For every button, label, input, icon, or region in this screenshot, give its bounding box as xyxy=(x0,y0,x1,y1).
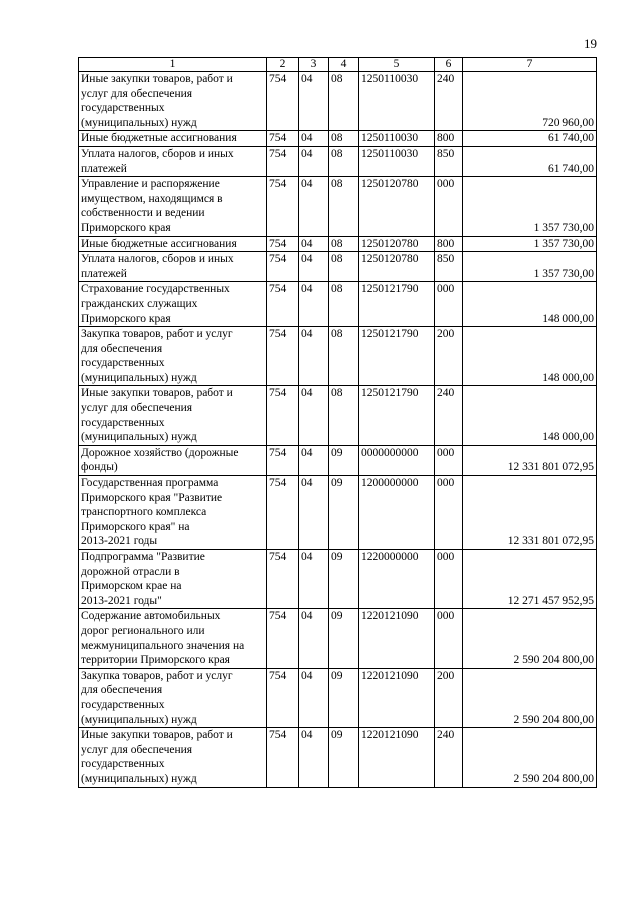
row-subsection-code: 08 xyxy=(329,327,359,386)
row-section-code: 04 xyxy=(299,728,329,787)
row-target-article: 1220121090 xyxy=(359,609,435,668)
row-expense-type: 000 xyxy=(435,445,463,475)
row-name: Иные закупки товаров, работ и услуг для обеспечения государственных (муниципальных) нужд xyxy=(79,386,267,445)
page-number: 19 xyxy=(584,36,597,51)
row-amount: 61 740,00 xyxy=(463,146,597,176)
row-ministry-code: 754 xyxy=(267,609,299,668)
table-row xyxy=(79,668,597,727)
row-target-article: 1220000000 xyxy=(359,550,435,609)
row-ministry-code: 754 xyxy=(267,177,299,236)
table-header-row xyxy=(79,58,597,72)
row-subsection-code: 08 xyxy=(329,282,359,327)
column-header: 6 xyxy=(435,58,463,72)
row-section-code: 04 xyxy=(299,177,329,236)
table-row xyxy=(79,445,597,475)
row-expense-type: 800 xyxy=(435,131,463,147)
row-name: Подпрограмма "Развитие дорожной отрасли в Приморском крае на 2013-2021 годы" xyxy=(79,550,267,609)
table-body xyxy=(79,58,597,788)
row-ministry-code: 754 xyxy=(267,728,299,787)
row-expense-type: 200 xyxy=(435,327,463,386)
row-ministry-code: 754 xyxy=(267,386,299,445)
row-target-article: 1250121790 xyxy=(359,327,435,386)
row-subsection-code: 09 xyxy=(329,609,359,668)
row-expense-type: 000 xyxy=(435,550,463,609)
row-amount: 2 590 204 800,00 xyxy=(463,668,597,727)
row-section-code: 04 xyxy=(299,72,329,131)
row-expense-type: 000 xyxy=(435,609,463,668)
column-header: 1 xyxy=(79,58,267,72)
row-subsection-code: 09 xyxy=(329,476,359,550)
row-section-code: 04 xyxy=(299,252,329,282)
table-row xyxy=(79,386,597,445)
row-subsection-code: 08 xyxy=(329,131,359,147)
row-expense-type: 200 xyxy=(435,668,463,727)
row-section-code: 04 xyxy=(299,609,329,668)
row-section-code: 04 xyxy=(299,386,329,445)
row-target-article: 0000000000 xyxy=(359,445,435,475)
row-name: Иные закупки товаров, работ и услуг для обеспечения государственных (муниципальных) нужд xyxy=(79,72,267,131)
row-subsection-code: 08 xyxy=(329,177,359,236)
row-ministry-code: 754 xyxy=(267,146,299,176)
row-name: Управление и распоряжение имуществом, находящимся в собственности и ведении Приморского края xyxy=(79,177,267,236)
row-name: Государственная программа Приморского края "Развитие транспортного комплекса Приморского края" на 2013-2021 годы xyxy=(79,476,267,550)
row-section-code: 04 xyxy=(299,327,329,386)
row-target-article: 1200000000 xyxy=(359,476,435,550)
row-target-article: 1250120780 xyxy=(359,236,435,252)
row-target-article: 1250120780 xyxy=(359,177,435,236)
row-expense-type: 000 xyxy=(435,476,463,550)
row-ministry-code: 754 xyxy=(267,72,299,131)
table-row xyxy=(79,146,597,176)
row-expense-type: 000 xyxy=(435,177,463,236)
row-section-code: 04 xyxy=(299,131,329,147)
row-subsection-code: 08 xyxy=(329,146,359,176)
table-row xyxy=(79,728,597,787)
row-amount: 1 357 730,00 xyxy=(463,177,597,236)
row-name: Уплата налогов, сборов и иных платежей xyxy=(79,252,267,282)
row-amount: 720 960,00 xyxy=(463,72,597,131)
row-target-article: 1220121090 xyxy=(359,668,435,727)
row-ministry-code: 754 xyxy=(267,252,299,282)
row-target-article: 1250110030 xyxy=(359,131,435,147)
row-target-article: 1220121090 xyxy=(359,728,435,787)
row-amount: 61 740,00 xyxy=(463,131,597,147)
row-target-article: 1250121790 xyxy=(359,386,435,445)
row-name: Закупка товаров, работ и услуг для обеспечения государственных (муниципальных) нужд xyxy=(79,327,267,386)
row-name: Страхование государственных гражданских служащих Приморского края xyxy=(79,282,267,327)
row-amount: 148 000,00 xyxy=(463,327,597,386)
row-section-code: 04 xyxy=(299,550,329,609)
row-subsection-code: 09 xyxy=(329,668,359,727)
row-ministry-code: 754 xyxy=(267,476,299,550)
row-amount: 148 000,00 xyxy=(463,282,597,327)
column-header: 4 xyxy=(329,58,359,72)
row-expense-type: 240 xyxy=(435,386,463,445)
row-section-code: 04 xyxy=(299,146,329,176)
table-row xyxy=(79,282,597,327)
row-expense-type: 800 xyxy=(435,236,463,252)
table-row xyxy=(79,131,597,147)
row-ministry-code: 754 xyxy=(267,550,299,609)
table-row xyxy=(79,476,597,550)
row-name: Содержание автомобильных дорог регионального или межмуниципального значения на территории Приморского края xyxy=(79,609,267,668)
table-row xyxy=(79,177,597,236)
row-name: Иные закупки товаров, работ и услуг для обеспечения государственных (муниципальных) нужд xyxy=(79,728,267,787)
row-amount: 1 357 730,00 xyxy=(463,236,597,252)
row-section-code: 04 xyxy=(299,476,329,550)
row-name: Закупка товаров, работ и услуг для обеспечения государственных (муниципальных) нужд xyxy=(79,668,267,727)
row-subsection-code: 09 xyxy=(329,728,359,787)
row-ministry-code: 754 xyxy=(267,445,299,475)
column-header: 2 xyxy=(267,58,299,72)
row-amount: 148 000,00 xyxy=(463,386,597,445)
column-header: 3 xyxy=(299,58,329,72)
column-header: 7 xyxy=(463,58,597,72)
table-row xyxy=(79,236,597,252)
row-ministry-code: 754 xyxy=(267,131,299,147)
row-amount: 1 357 730,00 xyxy=(463,252,597,282)
row-section-code: 04 xyxy=(299,445,329,475)
row-amount: 2 590 204 800,00 xyxy=(463,609,597,668)
row-ministry-code: 754 xyxy=(267,668,299,727)
row-ministry-code: 754 xyxy=(267,282,299,327)
column-header: 5 xyxy=(359,58,435,72)
row-expense-type: 240 xyxy=(435,728,463,787)
row-subsection-code: 08 xyxy=(329,72,359,131)
row-subsection-code: 09 xyxy=(329,445,359,475)
row-name: Уплата налогов, сборов и иных платежей xyxy=(79,146,267,176)
row-subsection-code: 08 xyxy=(329,386,359,445)
row-amount: 2 590 204 800,00 xyxy=(463,728,597,787)
row-expense-type: 850 xyxy=(435,146,463,176)
row-target-article: 1250110030 xyxy=(359,72,435,131)
row-expense-type: 240 xyxy=(435,72,463,131)
table-row xyxy=(79,327,597,386)
row-section-code: 04 xyxy=(299,282,329,327)
row-amount: 12 271 457 952,95 xyxy=(463,550,597,609)
budget-table xyxy=(78,57,597,788)
row-name: Иные бюджетные ассигнования xyxy=(79,131,267,147)
row-target-article: 1250121790 xyxy=(359,282,435,327)
table-row xyxy=(79,252,597,282)
row-target-article: 1250110030 xyxy=(359,146,435,176)
row-ministry-code: 754 xyxy=(267,327,299,386)
row-expense-type: 850 xyxy=(435,252,463,282)
row-expense-type: 000 xyxy=(435,282,463,327)
row-amount: 12 331 801 072,95 xyxy=(463,476,597,550)
table-row xyxy=(79,609,597,668)
row-target-article: 1250120780 xyxy=(359,252,435,282)
table-row xyxy=(79,72,597,131)
row-amount: 12 331 801 072,95 xyxy=(463,445,597,475)
row-name: Иные бюджетные ассигнования xyxy=(79,236,267,252)
row-subsection-code: 09 xyxy=(329,550,359,609)
row-name: Дорожное хозяйство (дорожные фонды) xyxy=(79,445,267,475)
row-section-code: 04 xyxy=(299,236,329,252)
row-ministry-code: 754 xyxy=(267,236,299,252)
row-section-code: 04 xyxy=(299,668,329,727)
table-row xyxy=(79,550,597,609)
row-subsection-code: 08 xyxy=(329,252,359,282)
row-subsection-code: 08 xyxy=(329,236,359,252)
